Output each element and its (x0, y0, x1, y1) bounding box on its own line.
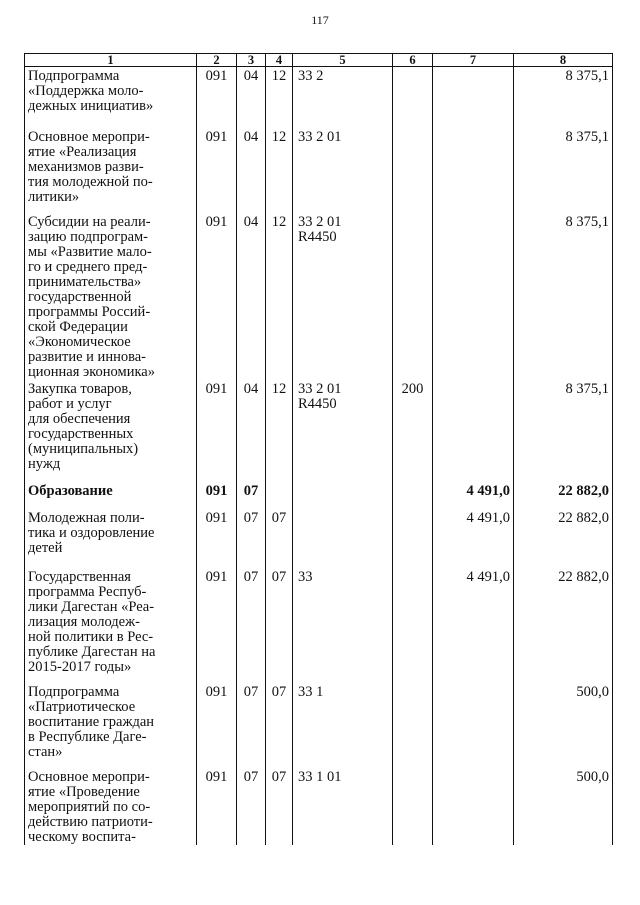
row-name-cell (25, 380, 197, 482)
table-body (25, 67, 613, 846)
expense-type-cell: 200 (393, 380, 433, 482)
ministry-code-cell: 091 (197, 380, 237, 482)
row-name-line: 2015-2017 годы» (28, 659, 132, 675)
row-name-line: Основное меропри- (28, 769, 150, 785)
row-name-line: Закупка товаров, (28, 381, 132, 397)
expense-type-cell (393, 128, 433, 213)
target-article-code: 33 1 (298, 684, 324, 700)
table-row (25, 568, 613, 683)
column-header-7: 7 (433, 54, 514, 67)
target-article-cell (293, 67, 393, 129)
total-amount-cell: 8 375,1 (514, 213, 613, 380)
subsection-code-cell: 12 (266, 213, 293, 380)
subsection-code-cell: 07 (266, 568, 293, 683)
section-code-cell: 07 (237, 509, 266, 568)
row-name-line: стан» (28, 744, 63, 760)
target-article-code: 33 2 01 (298, 129, 342, 145)
column-header-5: 5 (293, 54, 393, 67)
subsection-code-cell (266, 482, 293, 509)
table-row (25, 128, 613, 213)
section-code-cell: 04 (237, 213, 266, 380)
target-article-cell (293, 768, 393, 845)
row-name-line: ятие «Проведение (28, 784, 140, 800)
row-name-line: Государственная (28, 569, 131, 585)
row-name-line: мероприятий по со- (28, 799, 151, 815)
row-name-line: мы «Развитие мало- (28, 244, 152, 260)
row-name-line: зацию подпрограм- (28, 229, 149, 245)
row-name-line: ятие «Реализация (28, 144, 137, 160)
row-name-cell (25, 768, 197, 845)
total-amount-cell: 500,0 (514, 768, 613, 845)
section-code-cell: 04 (237, 67, 266, 129)
ministry-code-cell: 091 (197, 128, 237, 213)
total-amount-cell: 8 375,1 (514, 128, 613, 213)
target-article-suffix: R4450 (298, 396, 337, 412)
section-code-cell: 07 (237, 568, 266, 683)
table-row (25, 768, 613, 845)
row-name-line: ционная экономика» (28, 364, 155, 380)
table-row (25, 380, 613, 482)
ministry-code-cell: 091 (197, 67, 237, 129)
expense-type-cell (393, 67, 433, 129)
row-name-line: программы Россий- (28, 304, 151, 320)
federal-amount-cell: 4 491,0 (433, 482, 514, 509)
table-row (25, 509, 613, 568)
target-article-code: 33 2 (298, 68, 324, 84)
ministry-code-cell: 091 (197, 683, 237, 768)
target-article-code: 33 1 01 (298, 769, 342, 785)
expense-type-cell (393, 213, 433, 380)
ministry-code-cell: 091 (197, 509, 237, 568)
row-name-line: литики» (28, 189, 80, 205)
row-name-line: государственных (28, 426, 134, 442)
section-code-cell: 07 (237, 683, 266, 768)
row-name-line: тика и оздоровление (28, 525, 155, 541)
federal-amount-cell (433, 67, 514, 129)
ministry-code-cell: 091 (197, 568, 237, 683)
federal-amount-cell (433, 683, 514, 768)
column-header-8: 8 (514, 54, 613, 67)
subsection-code-cell: 12 (266, 128, 293, 213)
row-name-cell (25, 683, 197, 768)
target-article-cell (293, 128, 393, 213)
row-name-cell (25, 482, 197, 509)
row-name-line: ной политики в Рес- (28, 629, 154, 645)
expense-type-cell (393, 509, 433, 568)
federal-amount-cell (433, 128, 514, 213)
row-name-line: принимательства» (28, 274, 142, 290)
expense-type-cell (393, 568, 433, 683)
total-amount-cell: 8 375,1 (514, 380, 613, 482)
target-article-cell (293, 482, 393, 509)
row-name-line: тия молодежной по- (28, 174, 153, 190)
subsection-code-cell: 12 (266, 67, 293, 129)
row-name-line: развитие и иннова- (28, 349, 147, 365)
row-name-line: «Поддержка моло- (28, 83, 144, 99)
target-article-suffix: R4450 (298, 229, 337, 245)
federal-amount-cell (433, 380, 514, 482)
row-name-line: воспитание граждан (28, 714, 155, 730)
target-article-cell (293, 509, 393, 568)
section-code-cell: 07 (237, 768, 266, 845)
section-code-cell: 07 (237, 482, 266, 509)
section-code-cell: 04 (237, 128, 266, 213)
row-name-line: Подпрограмма (28, 68, 120, 84)
expense-type-cell (393, 683, 433, 768)
table-row (25, 213, 613, 380)
row-name-cell (25, 128, 197, 213)
table-row (25, 482, 613, 509)
row-name-line: нужд (28, 456, 61, 472)
row-name-line: Молодежная поли- (28, 510, 145, 526)
federal-amount-cell (433, 213, 514, 380)
row-name-line: государственной (28, 289, 132, 305)
table-row (25, 683, 613, 768)
row-name-cell (25, 67, 197, 129)
row-name-line: программа Респуб- (28, 584, 147, 600)
row-name-line: лики Дагестан «Реа- (28, 599, 155, 615)
row-name-line: го и среднего пред- (28, 259, 148, 275)
target-article-cell (293, 380, 393, 482)
column-header-2: 2 (197, 54, 237, 67)
row-name-line: Основное меропри- (28, 129, 150, 145)
column-header-4: 4 (266, 54, 293, 67)
row-name-line: детей (28, 540, 63, 556)
row-name-line: работ и услуг (28, 396, 112, 412)
subsection-code-cell: 07 (266, 768, 293, 845)
ministry-code-cell: 091 (197, 482, 237, 509)
federal-amount-cell: 4 491,0 (433, 509, 514, 568)
ministry-code-cell: 091 (197, 213, 237, 380)
row-name-line: публике Дагестан на (28, 644, 156, 660)
row-name-cell (25, 213, 197, 380)
column-number-header-row (25, 54, 613, 67)
subsection-code-cell: 12 (266, 380, 293, 482)
federal-amount-cell (433, 768, 514, 845)
target-article-code: 33 2 01 (298, 381, 342, 397)
table-row (25, 67, 613, 129)
target-article-cell (293, 568, 393, 683)
expense-type-cell (393, 768, 433, 845)
target-article-code: 33 2 01 (298, 214, 342, 230)
row-name-line: Образование (28, 483, 113, 499)
column-header-1: 1 (25, 54, 197, 67)
row-name-line: механизмов разви- (28, 159, 144, 175)
row-name-line: Субсидии на реали- (28, 214, 151, 230)
row-name-line: в Республике Даге- (28, 729, 147, 745)
row-name-line: Подпрограмма (28, 684, 120, 700)
expense-type-cell (393, 482, 433, 509)
row-name-cell (25, 509, 197, 568)
subsection-code-cell: 07 (266, 509, 293, 568)
total-amount-cell: 500,0 (514, 683, 613, 768)
target-article-cell (293, 213, 393, 380)
ministry-code-cell: 091 (197, 768, 237, 845)
total-amount-cell: 22 882,0 (514, 568, 613, 683)
row-name-line: для обеспечения (28, 411, 131, 427)
total-amount-cell: 22 882,0 (514, 482, 613, 509)
row-name-line: ской Федерации (28, 319, 128, 335)
column-header-3: 3 (237, 54, 266, 67)
section-code-cell: 04 (237, 380, 266, 482)
column-header-6: 6 (393, 54, 433, 67)
row-name-line: (муниципальных) (28, 441, 139, 457)
budget-table (24, 53, 613, 845)
target-article-code: 33 (298, 569, 313, 585)
row-name-line: ческому воспита- (28, 829, 136, 845)
subsection-code-cell: 07 (266, 683, 293, 768)
row-name-line: лизация молодеж- (28, 614, 140, 630)
row-name-line: «Патриотическое (28, 699, 136, 715)
target-article-cell (293, 683, 393, 768)
page-number: 117 (311, 13, 329, 27)
row-name-line: дежных инициатив» (28, 98, 154, 114)
row-name-cell (25, 568, 197, 683)
row-name-line: «Экономическое (28, 334, 131, 350)
federal-amount-cell: 4 491,0 (433, 568, 514, 683)
row-name-line: действию патриоти- (28, 814, 153, 830)
total-amount-cell: 22 882,0 (514, 509, 613, 568)
total-amount-cell: 8 375,1 (514, 67, 613, 129)
